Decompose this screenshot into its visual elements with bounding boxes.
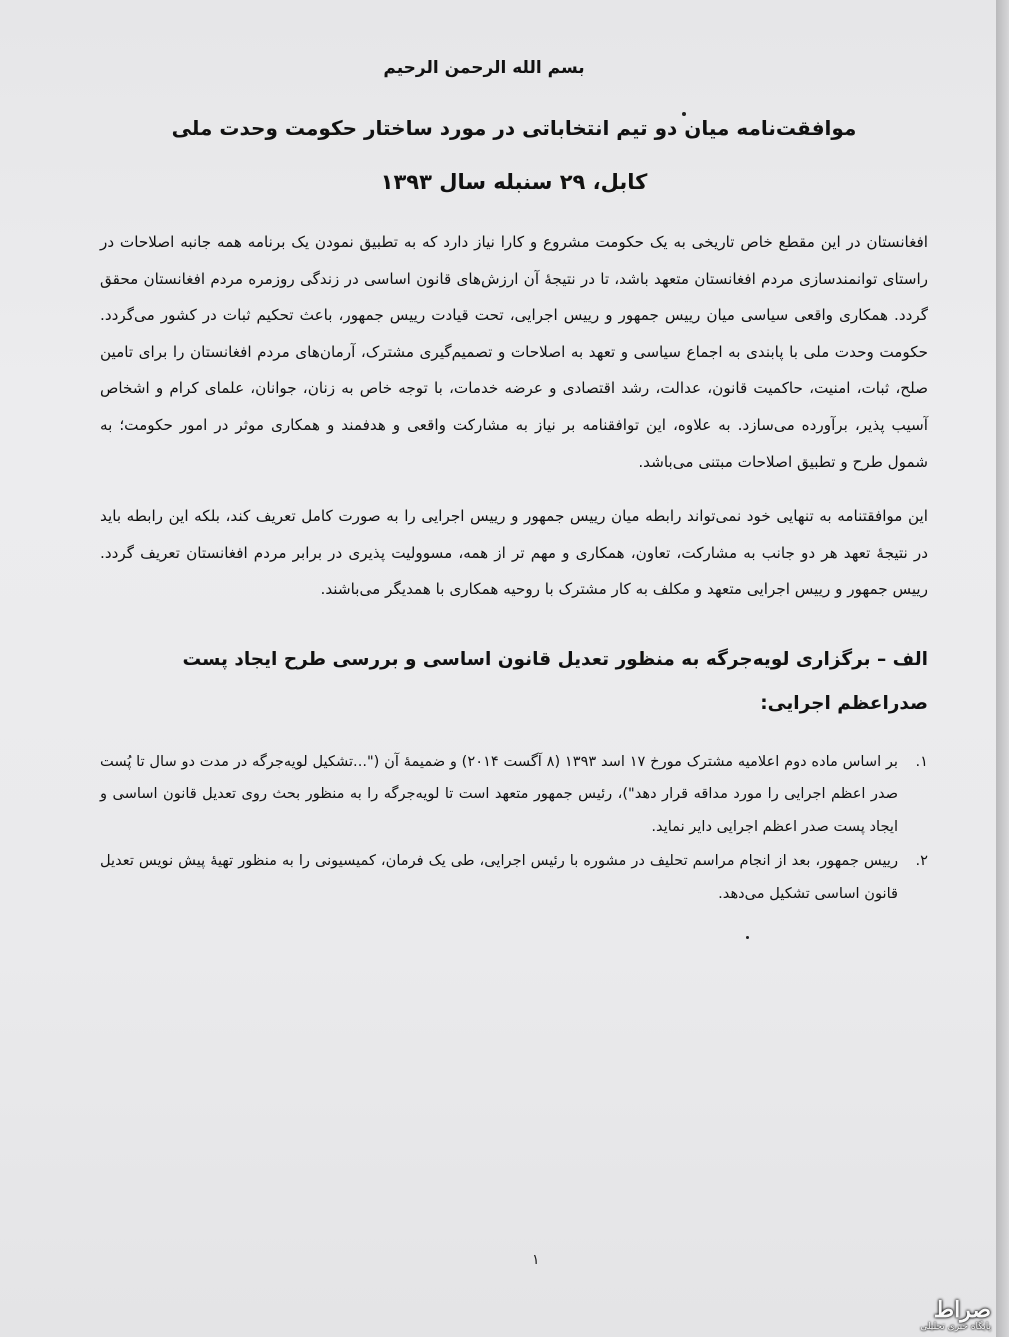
agreement-date: کابل، ۲۹ سنبله سال ۱۳۹۳	[380, 170, 648, 194]
ink-dot-mark	[746, 936, 749, 939]
section-a-list	[100, 746, 928, 911]
list-item-number: ٢.	[915, 852, 928, 870]
section-a-heading: الف – برگزاری لویه‌جرگه به منظور تعدیل قانون اساسی و بررسی طرح ایجاد پست صدراعظم اجرایی:	[182, 648, 928, 714]
watermark-logo: صراط	[933, 1297, 991, 1323]
watermark-subtitle: پایگاه خبری تحلیلی	[920, 1322, 991, 1332]
ink-dot-mark	[682, 112, 686, 116]
list-item	[100, 845, 928, 910]
document-content	[100, 58, 928, 912]
agreement-title: موافقت‌نامه میان دو تیم انتخاباتی در مورد ساختار حکومت وحدت ملی	[171, 116, 857, 140]
list-item-text: رییس جمهور، بعد از انجام مراسم تحلیف در مشوره با رئیس اجرایی، طی یک فرمان، کمیسیونی را به منظور تهیهٔ پیش نویس تعدیل قانون اساسی تشکیل می‌دهد.	[100, 852, 898, 902]
site-watermark	[920, 1299, 991, 1333]
relationship-paragraph: این موافقتنامه به تنهایی خود نمی‌تواند رابطه میان رییس جمهور و رییس اجرایی را به صورت کامل تعریف کند، بلکه این رابطه باید در نتیجهٔ تعهد هر دو جانب به مشارکت، تعاون، همکاری و مهم تر از همه، مسوولیت پذیری در برابر مردم افغانستان تعریف گردد. رییس جمهور و رییس اجرایی متعهد و مکلف به کار مشترک با روحیه همکاری با همدیگر می‌باشند.	[100, 507, 928, 599]
list-item-text: بر اساس ماده دوم اعلامیه مشترک مورخ ۱۷ اسد ۱۳۹۳ (۸ آگست ۲۰۱۴) و ضمیمهٔ آن ("...تشکیل لویه‌جرگه در مدت دو سال تا پُست صدر اعظم اجرایی را مورد مداقه قرار دهد")، رئیس جمهور متعهد است تا لویه‌جرگه را به منظور بحث روی تعدیل قانون اساسی و ایجاد پست صدر اعظم اجرایی دایر نماید.	[100, 752, 898, 835]
list-item	[100, 746, 928, 844]
page-edge-shadow	[996, 0, 1009, 1337]
list-item-number: ١.	[915, 752, 928, 770]
page-number: ۱	[532, 1252, 540, 1268]
bismillah-heading: بسم الله الرحمن الرحیم	[383, 58, 585, 78]
intro-paragraph: افغانستان در این مقطع خاص تاریخی به یک حکومت مشروع و کارا نیاز دارد که به تطبیق نمودن یک برنامه همه جانبه اصلاحات در راستای توانمندسازی مردم افغانستان متعهد باشد، تا در نتیجهٔ آن ارزش‌های قانون اساسی در زندگی روزمره مردم افغانستان محقق گردد. همکاری واقعی سیاسی میان رییس جمهور و رییس اجرایی، تحت قیادت رییس جمهور، باعث تحکیم ثبات در کشور می‌گردد. حکومت وحدت ملی با پابندی به اجماع سیاسی و تعهد به اصلاحات و تصمیم‌گیری مشترک، آرمان‌های مردم افغانستان را برای تامین صلح، ثبات، امنیت، حاکمیت قانون، عدالت، رشد اقتصادی و عرضه خدمات، با توجه خاص به زنان، جوانان، علمای کرام و اشخاص آسیب پذیر، برآورده می‌سازد. به علاوه، این توافقنامه بر نیاز به مشارکت واقعی و هدفمند و همکاری موثر در امور حکومت؛ به شمول طرح و تطبیق اصلاحات مبتنی می‌باشد.	[100, 233, 928, 471]
